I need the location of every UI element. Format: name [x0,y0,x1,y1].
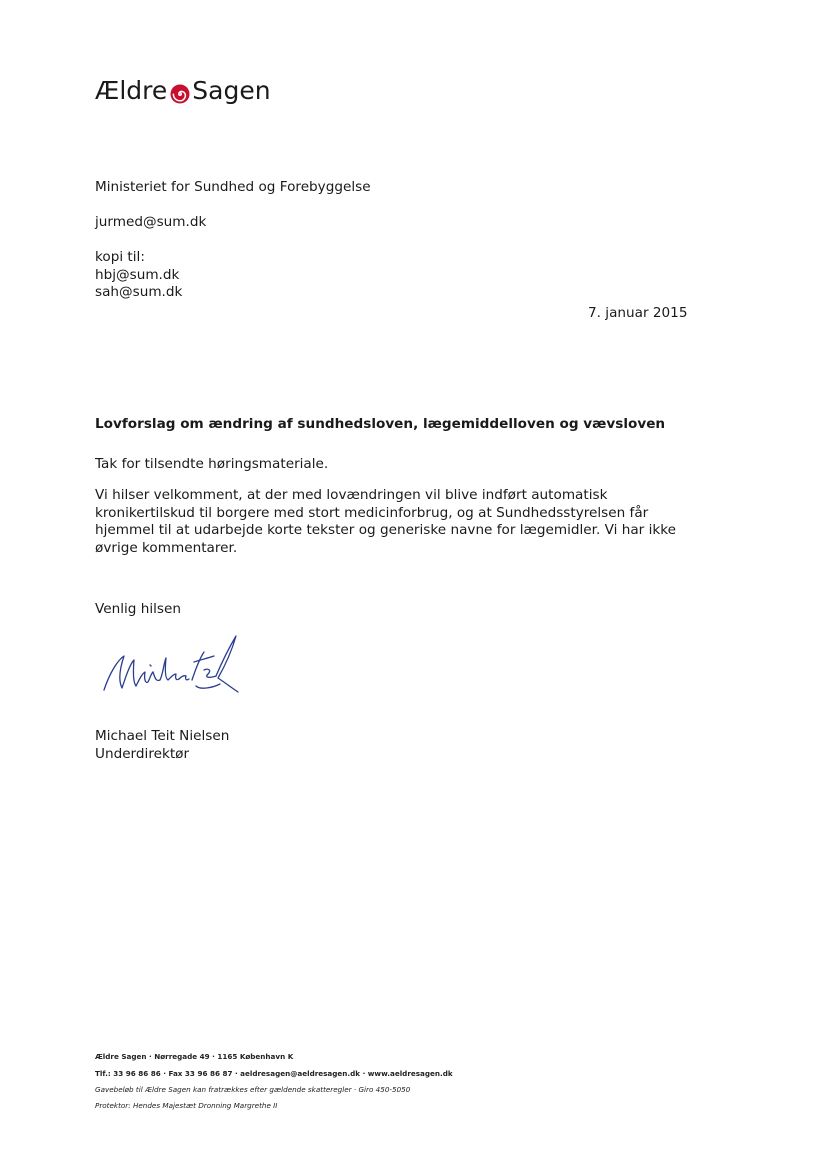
recipient-organization: Ministeriet for Sundhed og Forebyggelse [95,179,371,195]
paragraph-line: øvrige kommentarer. [95,539,238,556]
copy-email-1: hbj@sum.dk [95,266,180,283]
spiral-icon [170,81,190,101]
logo-text-left: Ældre [95,75,168,105]
letter-date: 7. januar 2015 [588,305,688,321]
signer-block [95,728,229,763]
closing-greeting: Venlig hilsen [95,601,181,617]
footer-address: Ældre Sagen · Nørregade 49 · 1165 København K [95,1052,294,1061]
signer-name: Michael Teit Nielsen [95,728,230,744]
footer-donation-note: Gavebeløb til Ældre Sagen kan fratrækkes efter gældende skatteregler · Giro 450-5050 [95,1085,411,1094]
body-paragraph-1: Tak for tilsendte høringsmateriale. [95,456,329,472]
paragraph-line: hjemmel til at udarbejde korte tekster og generiske navne for lægemidler. Vi har ikke [95,522,676,538]
paragraph-line: kronikertilskud til borgere med stort medicinforbrug, og at Sundhedsstyrelsen får [95,504,649,521]
footer-patron: Protektor: Hendes Majestæt Dronning Margrethe II [95,1101,278,1110]
signer-title: Underdirektør [95,745,190,762]
footer-contact: Tlf.: 33 96 86 86 · Fax 33 96 86 87 · aeldresagen@aeldresagen.dk · www.aeldresagen.dk [95,1069,453,1078]
letter-subject: Lovforslag om ændring af sundhedsloven, lægemiddelloven og vævsloven [95,416,666,432]
organization-logo [95,70,271,110]
logo-text-right: Sagen [192,75,271,105]
handwritten-signature [100,632,250,707]
copy-block [95,249,182,302]
recipient-email: jurmed@sum.dk [95,214,207,230]
copy-label: kopi til: [95,249,145,265]
copy-email-2: sah@sum.dk [95,284,183,300]
body-paragraph-2 [95,487,676,557]
paragraph-line: Vi hilser velkomment, at der med lovændringen vil blive indført automatisk [95,487,608,503]
